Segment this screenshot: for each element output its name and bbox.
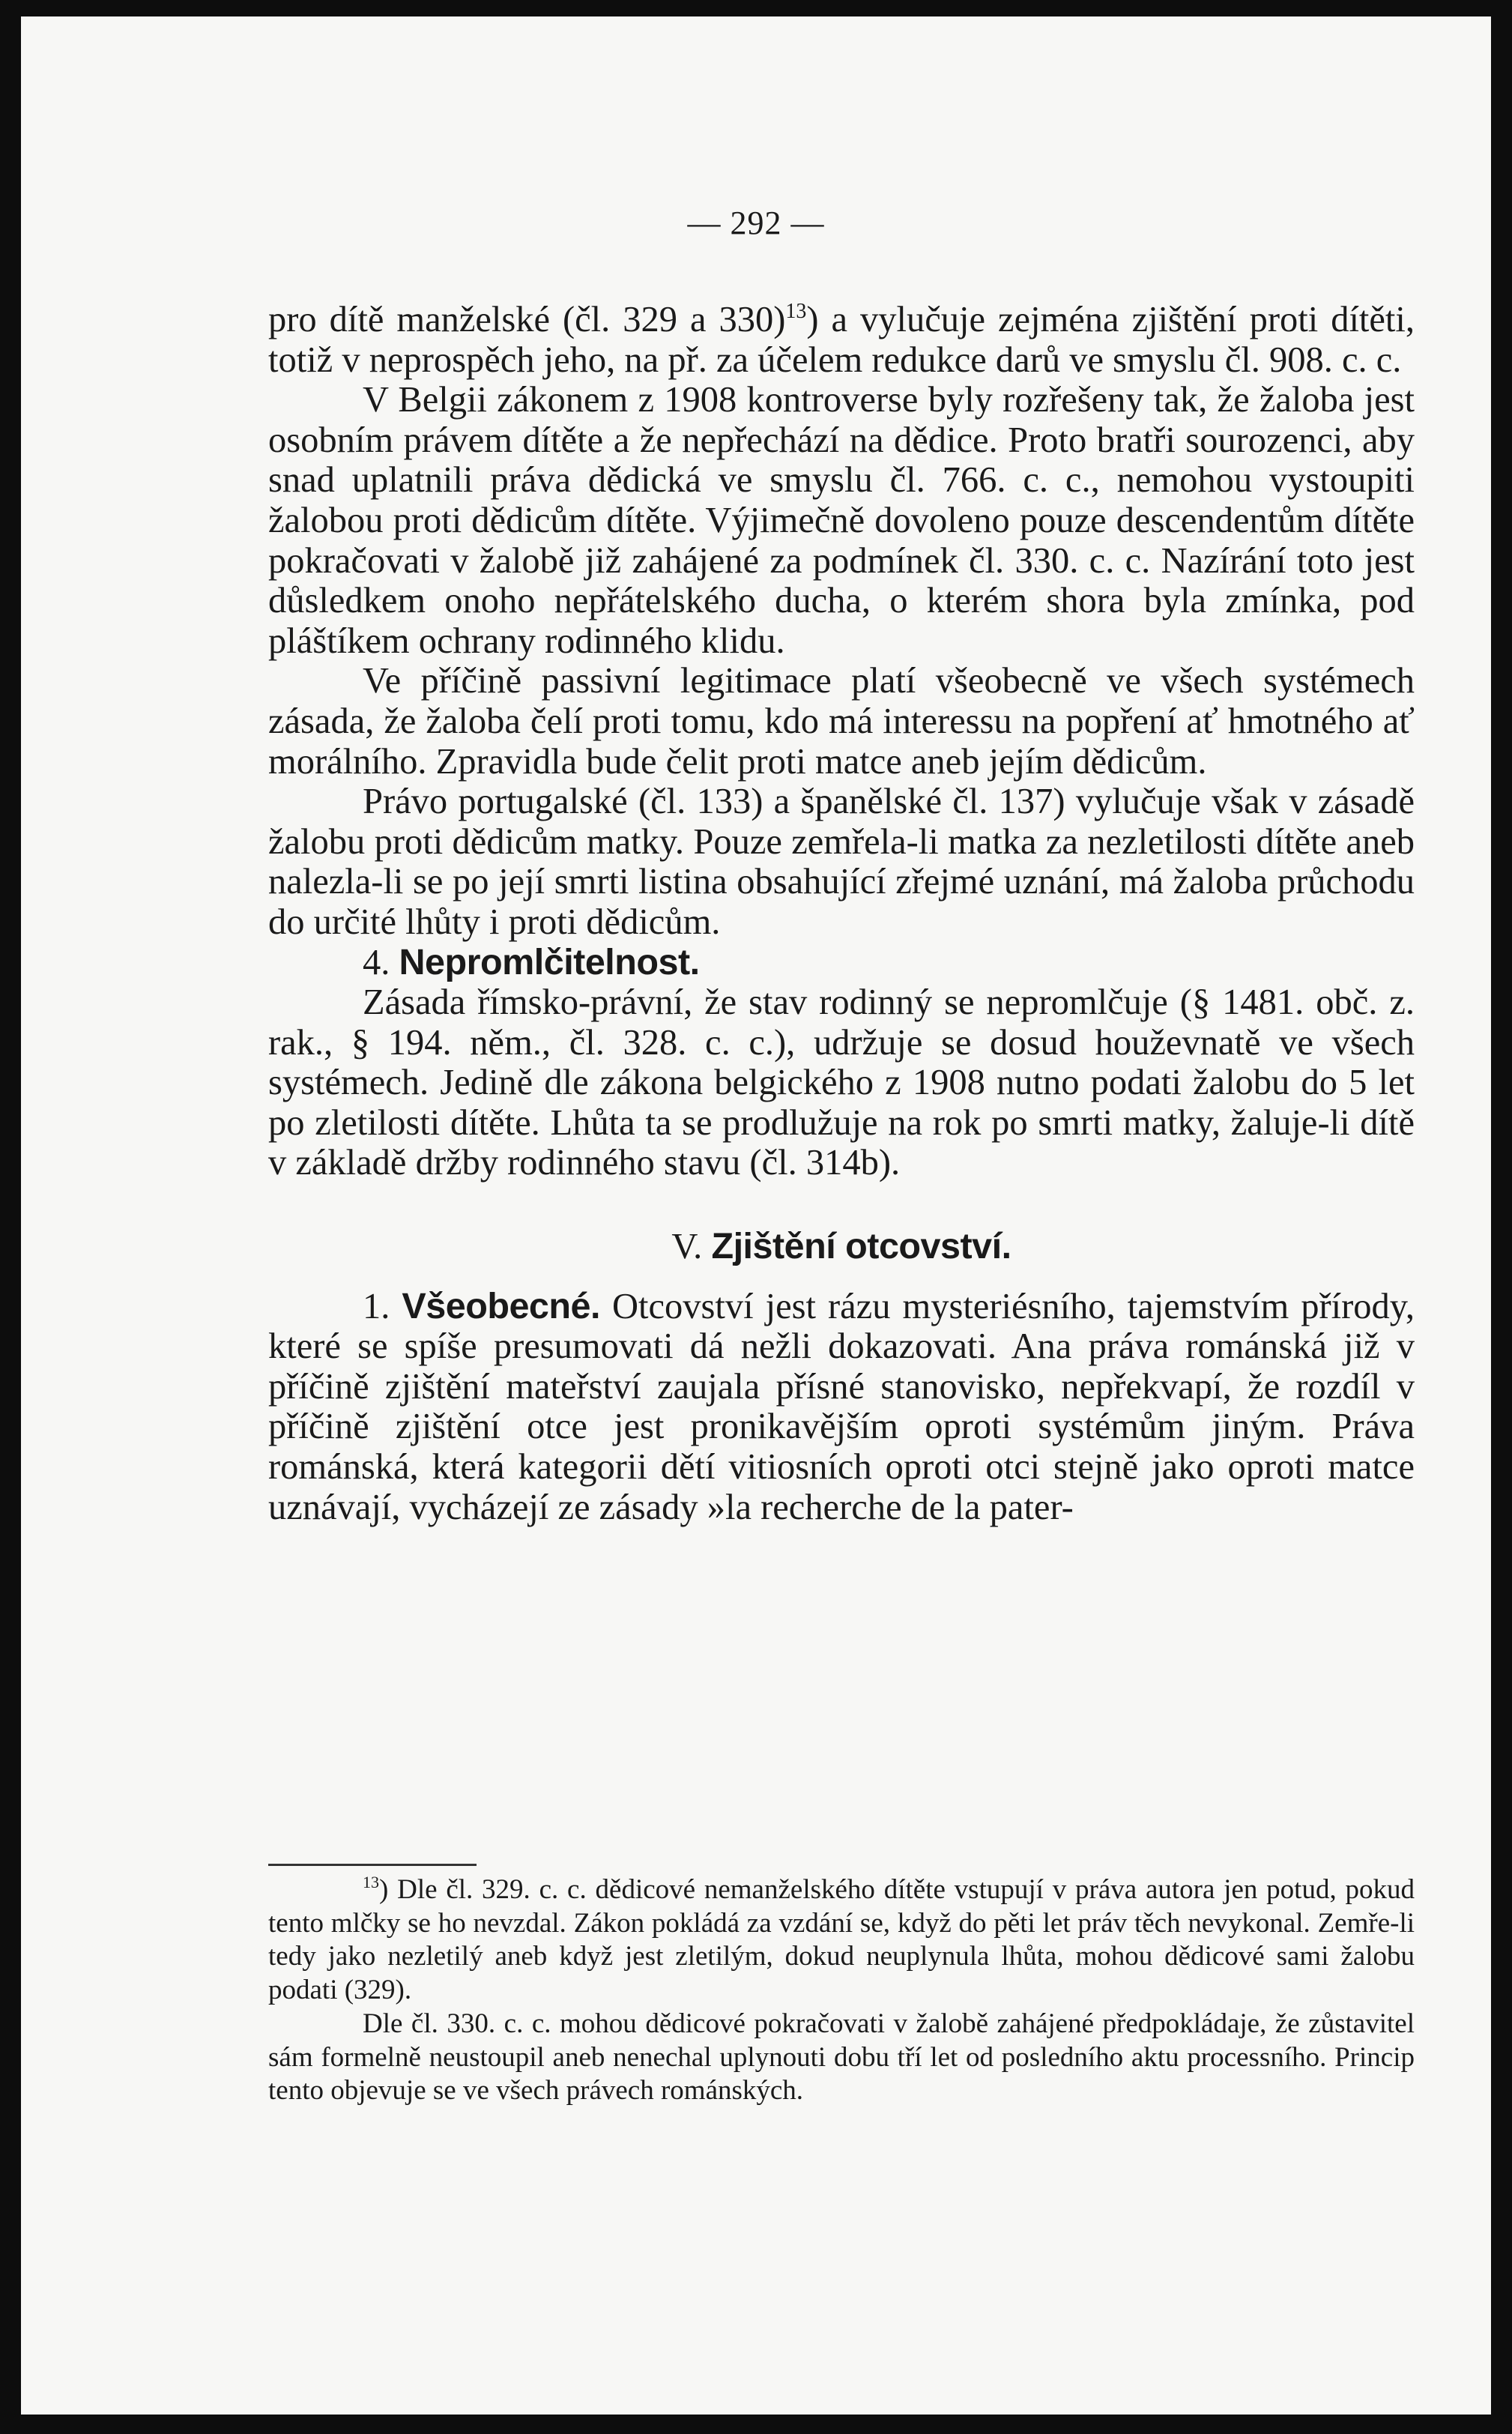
page-number: — 292 — [687, 205, 825, 241]
paragraph [268, 300, 1415, 380]
section-heading [268, 943, 1415, 983]
chapter-title: Zjištění otcovství. [711, 1226, 1011, 1267]
footnote-mark: 13 [363, 1873, 379, 1891]
footnote-text: ) Dle čl. 329. c. c. dědicové nemanželského dítěte vstupují v práva autora jen potud, pokud tento mlčky se ho nevzdal. Zákon pokládá za vzdání se, když do pěti let práv těch nevykonal. Zemře-li tedy jako nezletilý aneb když jest zletilým, dokud neuplynula lhůta, mohou dědicové sami žalobu podati (329). [268, 1874, 1415, 2006]
footnote-ref: 13 [785, 300, 807, 323]
footnote-divider [268, 1864, 477, 1866]
paragraph-text: pro dítě manželské (čl. 329 a 330) [268, 300, 786, 339]
chapter-heading [268, 1227, 1415, 1267]
footnotes [268, 1873, 1415, 2108]
paragraph: Zásada římsko-právní, že stav rodinný se nepromlčuje (§ 1481. obč. z. rak., § 194. něm., čl. 328. c. c.), udržuje se dosud houževnatě ve všech systémech. Jedině dle zákona belgického z 1908 nutno podati žalobu do 5 let po zletilosti dítěte. Lhůta ta se prodlužuje na rok po smrti matky, žaluje-li dítě v základě držby rodinného stavu (čl. 314b). [268, 982, 1415, 1183]
paragraph [268, 1287, 1415, 1528]
paragraph: V Belgii zákonem z 1908 kontroverse byly rozřešeny tak, že žaloba jest osobním právem dítěte a že nepřechází na dědice. Proto bratři sourozenci, aby snad uplatnili práva dědická ve smyslu čl. 766. c. c., nemohou vystoupiti žalobou proti dědicům dítěte. Výjimečně dovoleno pouze descendentům dítěte pokračovati v žalobě již zahájené za podmínek čl. 330. c. c. Nazírání toto jest důsledkem onoho nepřátelského ducha, o kterém shora byla zmínka, pod pláštíkem ochrany rodinného klidu. [268, 380, 1415, 661]
book-page [21, 16, 1491, 2415]
section-title: Všeobecné. [402, 1285, 600, 1326]
paragraph: Ve příčině passivní legitimace platí všeobecně ve všech systémech zásada, že žaloba čelí proti tomu, kdo má interessu na popření ať hmotného ať morálního. Zpravidla bude čelit proti matce aneb jejím dědicům. [268, 661, 1415, 782]
paragraph: Právo portugalské (čl. 133) a španělské čl. 137) vylučuje však v zásadě žalobu proti dědicům matky. Pouze zemřela-li matka za nezletilosti dítěte aneb nalezla-li se po její smrti listina obsahující zřejmé uznání, má žaloba průchodu do určité lhůty i proti dědicům. [268, 782, 1415, 942]
section-number: 4. [363, 942, 390, 982]
paragraph-text: Otcovství jest rázu mysteriésního, tajemstvím přírody, které se spíše presumovati dá nežli dokazovati. Ana práva románská již v příčině zjištění mateřství zaujala přísné stanovisko, nepřekvapí, že rozdíl v příčině zjištění otce jest pronikavějším oproti systémům jiným. Práva románská, která kategorii dětí vitiosních oproti otci stejně jako oproti matce uznávají, vycházejí ze zásady »la recherche de la pater- [268, 1286, 1415, 1527]
footnote: Dle čl. 330. c. c. mohou dědicové pokračovati v žalobě zahájené předpokládaje, že zůstavitel sám formelně neustoupil aneb nenechal uplynouti dobu tří let od posledního aktu processního. Princip tento objevuje se ve všech právech románských. [268, 2008, 1415, 2107]
footnote [268, 1873, 1415, 2008]
chapter-number: V. [671, 1227, 703, 1267]
section-title: Nepromlčitelnost. [399, 941, 700, 982]
section-number: 1. [363, 1286, 390, 1326]
paragraph-text: ) a vylučuje zejména zjištění proti dítěti, totiž v neprospěch jeho, na př. za účelem redukce darů ve smyslu čl. 908. c. c. [268, 300, 1415, 380]
main-text [268, 300, 1415, 1527]
